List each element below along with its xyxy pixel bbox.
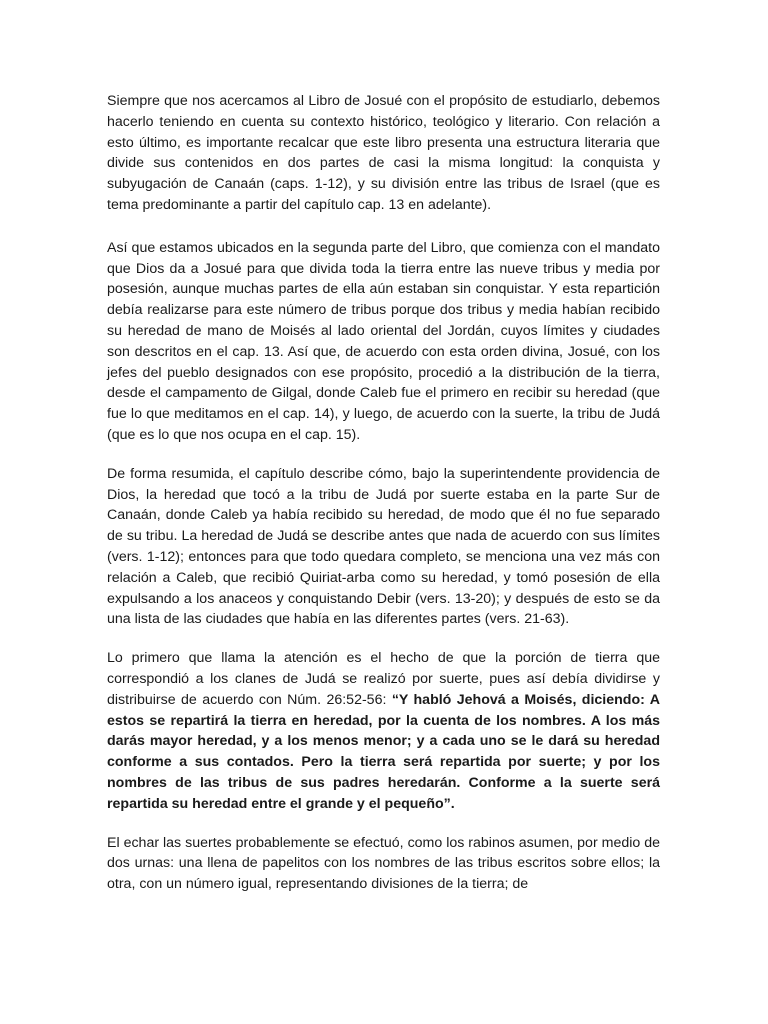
- paragraph-lot-division: [107, 648, 660, 814]
- paragraph-urns: El echar las suertes probablemente se efectuó, como los rabinos asumen, por medio de dos urnas: una llena de papelitos con los nombres de las tribus escritos sobre ellos; la otra, con un número igual, representando divisiones de la tierra; de: [107, 834, 660, 893]
- paragraph-second-part: Así que estamos ubicados en la segunda parte del Libro, que comienza con el mandato que Dios da a Josué para que divida toda la tierra entre las nueve tribus y media por posesión, aunque muchas partes de ella aún estaban sin conquistar. Y esta repartición debía realizarse para este número de tribus porque dos tribus y media habían recibido su heredad de mano de Moisés al lado oriental del Jordán, cuyos límites y ciudades son descritos en el cap. 13. Así que, de acuerdo con esta orden divina, Josué, con los jefes del pueblo designados con ese propósito, procedió a la distribución de la tierra, desde el campamento de Gilgal, donde Caleb fue el primero en recibir su heredad (que fue lo que meditamos en el cap. 14), y luego, de acuerdo con la suerte, la tribu de Judá (que es lo que nos ocupa en el cap. 15).: [107, 239, 660, 443]
- document-page: [107, 91, 660, 913]
- paragraph-lot-division-text: Lo primero que llama la atención es el hecho de que la porción de tierra que correspondió a los clanes de Judá se realizó por suerte, pues así debía dividirse y distribuirse de acuerdo con Núm. 26:52-56:: [107, 650, 660, 708]
- scripture-quote: “Y habló Jehová a Moisés, diciendo: A estos se repartirá la tierra en heredad, por la cuenta de los nombres. A los más darás mayor heredad, y a los menos menor; y a cada uno se le dará su heredad conforme a sus contados. Pero la tierra será repartida por suerte; y por los nombres de las tribus de sus padres heredarán. Conforme a la suerte será repartida su heredad entre el grande y el pequeño”.: [107, 691, 660, 812]
- paragraph-summary: De forma resumida, el capítulo describe cómo, bajo la superintendente providencia de Dios, la heredad que tocó a la tribu de Judá por suerte estaba en la parte Sur de Canaán, donde Caleb ya había recibido su heredad, de modo que él no fue separado de su tribu. La heredad de Judá se describe antes que nada de acuerdo con sus límites (vers. 1-12); entonces para que todo quedara completo, se menciona una vez más con relación a Caleb, que recibió Quiriat-arba como su heredad, y tomó posesión de ella expulsando a los anaceos y conquistando Debir (vers. 13-20); y después de esto se da una lista de las ciudades que había en las diferentes partes (vers. 21-63).: [107, 465, 660, 628]
- paragraph-intro: Siempre que nos acercamos al Libro de Josué con el propósito de estudiarlo, debemos hacerlo teniendo en cuenta su contexto histórico, teológico y literario. Con relación a esto último, es importante recalcar que este libro presenta una estructura literaria que divide sus contenidos en dos partes de casi la misma longitud: la conquista y subyugación de Canaán (caps. 1-12), y su división entre las tribus de Israel (que es tema predominante a partir del capítulo cap. 13 en adelante).: [107, 93, 660, 213]
